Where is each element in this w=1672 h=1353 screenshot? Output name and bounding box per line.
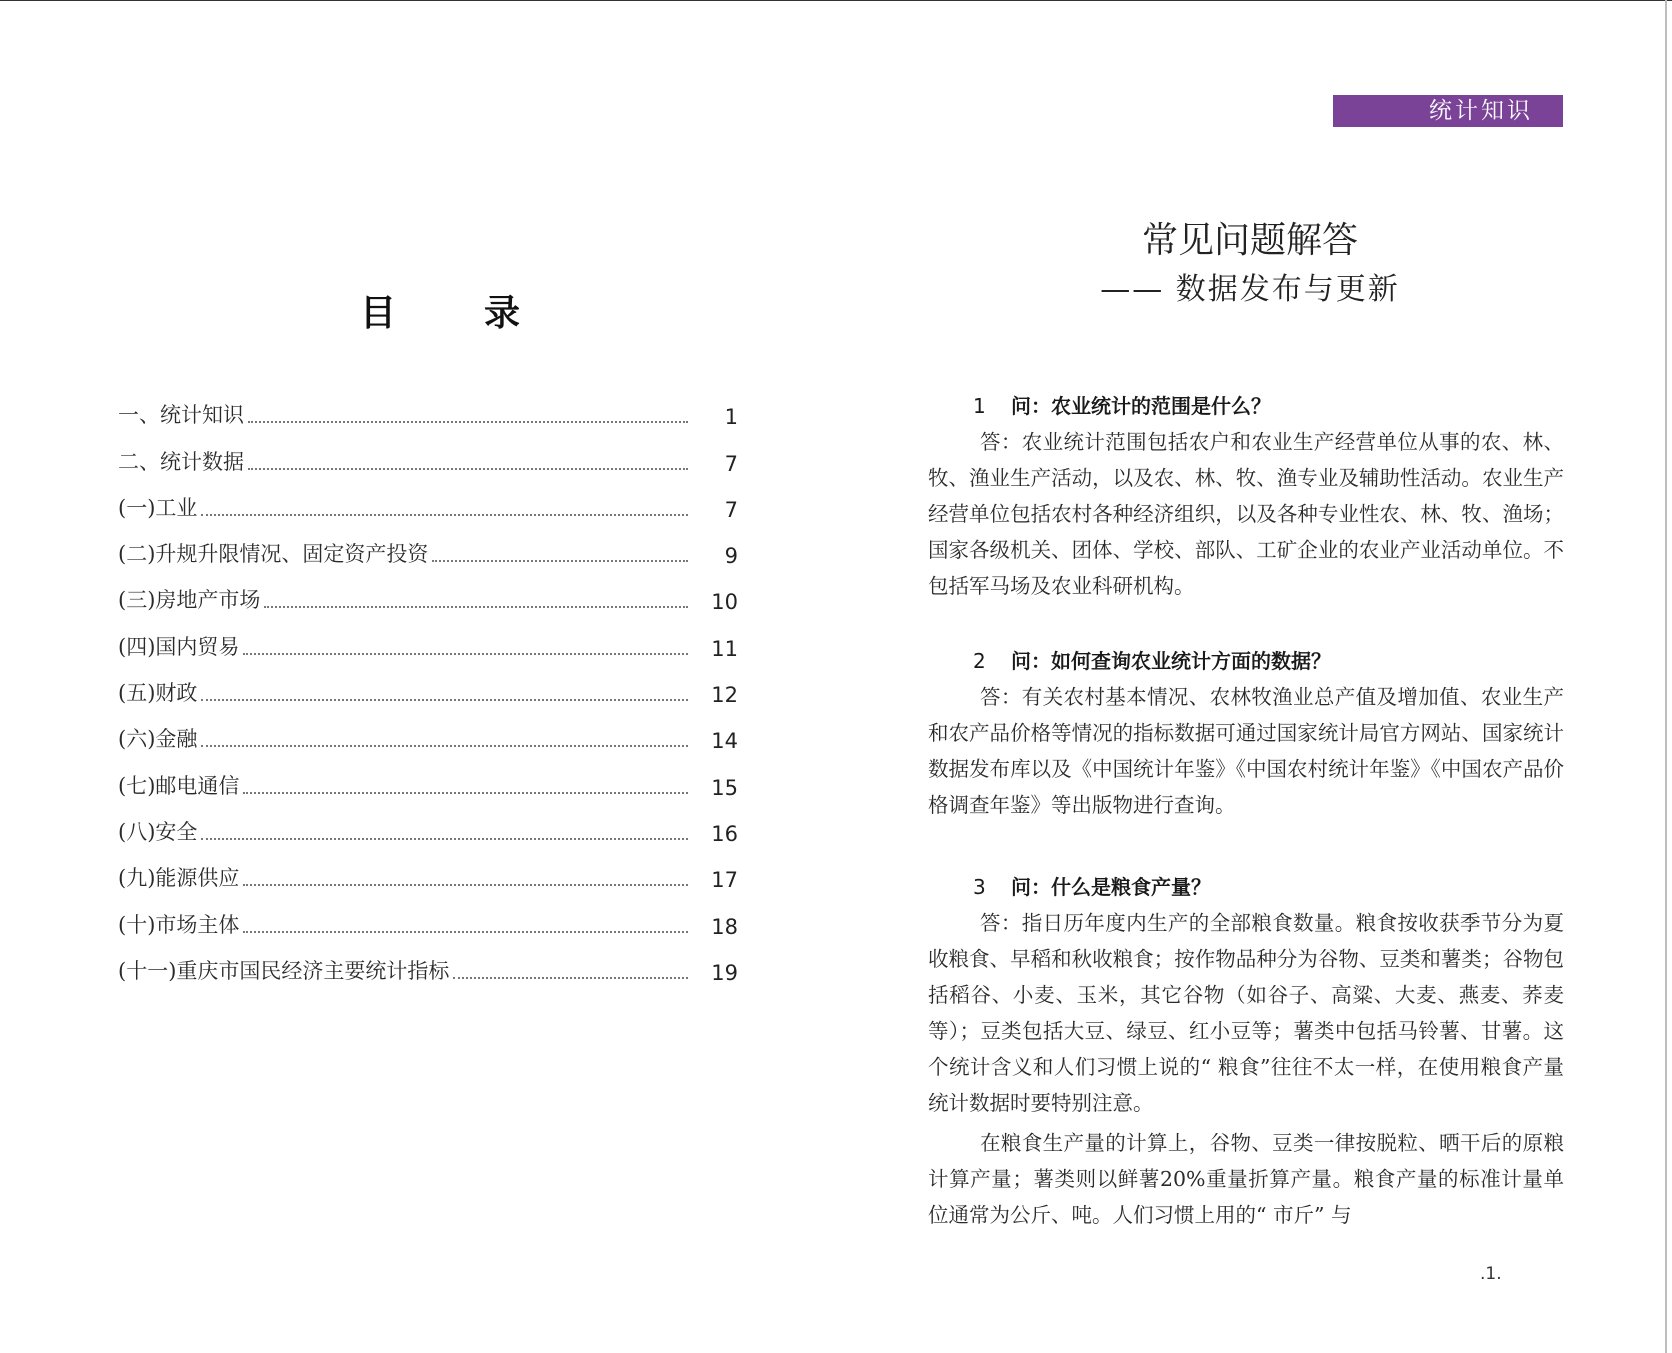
toc-leader-dots [248,467,688,470]
toc-leader-dots [243,883,688,886]
page-title: 常见问题解答 [1141,220,1358,261]
toc-entry-label: (九)能源供应 [118,866,240,891]
qa-item [928,388,1564,604]
question [928,643,1564,679]
toc-entry-label: (一)工业 [118,495,198,520]
qa-item [928,869,1564,1233]
toc-entry-label: (八)安全 [118,819,198,844]
question-text: 问：农业统计的范围是什么？ [1011,394,1271,418]
toc-entry-page: 19 [711,960,738,985]
question-number: 3 [973,875,986,899]
toc-leader-dots [201,513,688,516]
toc-entry[interactable] [118,568,738,614]
question [928,388,1564,424]
toc-entry-label: (十)市场主体 [118,912,240,937]
answer-paragraph: 答：农业统计范围包括农户和农业生产经营单位从事的农、林、牧、渔业生产活动，以及农、林、牧、渔专业及辅助性活动。农业生产经营单位包括农村各种经济组织，以及各种专业性农、林、牧、渔场；国家各级机关、团体、学校、部队、工矿企业的农业产业活动单位。不包括军马场及农业科研机构。 [928,430,1564,598]
toc-entry-label: 一、统计知识 [118,403,244,428]
toc-title-left: 目 [360,292,397,334]
toc-entry-label: 二、统计数据 [118,449,244,474]
toc-leader-dots [201,744,688,747]
question-text: 问：如何查询农业统计方面的数据？ [1011,649,1331,673]
toc-leader-dots [453,976,688,979]
toc-entry-page: 18 [711,914,738,939]
toc-leader-dots [264,605,688,608]
page-number: .1. [1480,1264,1502,1284]
toc-entry[interactable] [118,476,738,522]
toc-entry-page: 12 [711,683,738,708]
toc-entry[interactable] [118,522,738,568]
toc-entry-page: 16 [711,821,738,846]
toc-entry-page: 7 [724,451,738,476]
toc-entry-page: 17 [711,868,738,893]
toc-entry-label: (五)财政 [118,681,198,706]
toc-entry[interactable] [118,892,738,938]
toc-entry-label: (十一)重庆市国民经济主要统计指标 [118,958,450,983]
page-subtitle: —— 数据发布与更新 [1100,272,1400,307]
toc-entry-page: 1 [724,405,738,430]
question [928,869,1564,905]
answer-paragraph: 答：有关农村基本情况、农林牧渔业总产值及增加值、农业生产和农产品价格等情况的指标数据可通过国家统计局官方网站、国家统计数据发布库以及《中国统计年鉴》《中国农村统计年鉴》《中国农产品价格调查年鉴》等出版物进行查询。 [928,685,1564,817]
toc-entry[interactable] [118,383,738,429]
toc-entry[interactable] [118,661,738,707]
toc-leader-dots [243,791,688,794]
toc-entry[interactable] [118,753,738,799]
toc-entry[interactable] [118,707,738,753]
toc-entry-page: 11 [711,636,738,661]
toc-entry-page: 14 [711,729,738,754]
question-number: 2 [973,649,986,673]
toc-entry-page: 15 [711,775,738,800]
answer-paragraph: 在粮食生产量的计算上，谷物、豆类一律按脱粒、晒干后的原粮计算产量；薯类则以鲜薯20%重量折算产量。粮食产量的标准计量单位通常为公斤、吨。人们习惯上用的“ 市斤” 与 [928,1131,1564,1227]
toc-entry-label: (四)国内贸易 [118,634,240,659]
toc-entry[interactable] [118,939,738,985]
page-edge [1665,0,1667,1353]
toc-entry-label: (三)房地产市场 [118,588,261,613]
section-header-tag: 统计知识 [1333,95,1563,127]
top-border [0,0,1672,1]
toc-entry-label: (七)邮电通信 [118,773,240,798]
toc-entry-page: 10 [711,590,738,615]
toc-leader-dots [243,652,688,655]
question-number: 1 [973,394,986,418]
toc-leader-dots [243,930,688,933]
toc-list [118,383,738,985]
toc-entry[interactable] [118,800,738,846]
toc-leader-dots [201,837,688,840]
toc-entry[interactable] [118,429,738,475]
toc-leader-dots [201,698,688,701]
toc-entry[interactable] [118,614,738,660]
question-text: 问：什么是粮食产量？ [1011,875,1211,899]
toc-leader-dots [248,420,688,423]
toc-entry-page: 9 [724,544,738,569]
toc-entry-page: 7 [724,497,738,522]
toc-entry-label: (六)金融 [118,727,198,752]
toc-title [360,285,520,336]
toc-title-right: 录 [483,292,520,334]
toc-leader-dots [432,559,688,562]
toc-entry[interactable] [118,846,738,892]
qa-item [928,643,1564,823]
toc-entry-label: (二)升规升限情况、固定资产投资 [118,542,429,567]
answer-paragraph: 答：指日历年度内生产的全部粮食数量。粮食按收获季节分为夏收粮食、早稻和秋收粮食；按作物品种分为谷物、豆类和薯类；谷物包括稻谷、小麦、玉米，其它谷物（如谷子、高粱、大麦、燕麦、荞麦等）；豆类包括大豆、绿豆、红小豆等；薯类中包括马铃薯、甘薯。这个统计含义和人们习惯上说的“ 粮食”往往不太一样，在使用粮食产量统计数据时要特别注意。 [928,911,1564,1115]
